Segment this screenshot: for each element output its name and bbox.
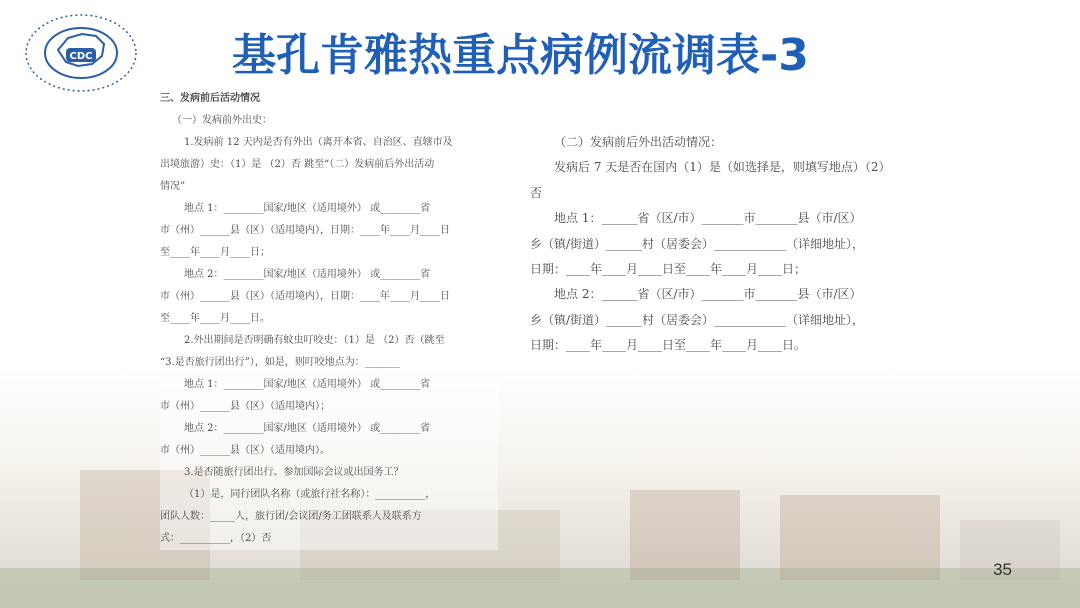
form-line: 日期：____年____月____日至____年____月____日。 [530, 338, 807, 353]
form-line: 至____年____月____日； [160, 247, 270, 258]
form-line: 地点 2：______省（区/市）_______市_______县（市/区） [554, 287, 862, 302]
form-line: 2.外出期间是否明确有蚊虫叮咬史：（1）是 （2）否（跳至 [184, 335, 445, 346]
form-line: 发病后 7 天是否在国内（1）是（如选择是，则填写地点）（2） [554, 160, 891, 175]
form-line: 否 [530, 185, 543, 200]
form-line: 至____年____月____日。 [160, 313, 270, 324]
cdc-logo-icon [22, 12, 140, 94]
form-line: （一）发病前外出史： [172, 115, 272, 126]
form-line: （1）是，同行团队名称（或旅行社名称）：__________， [184, 489, 436, 500]
background-building [630, 490, 740, 580]
background-trees [0, 568, 1080, 608]
form-line: 情况” [160, 181, 186, 192]
form-line: 日期：____年____月____日至____年____月____日； [530, 262, 807, 277]
slide-title: 基孔肯雅热重点病例流调表-3 [232, 30, 809, 81]
form-line: 乡（镇/街道）______村（居委会）____________（详细地址）， [530, 236, 865, 251]
form-line: 地点 1：________国家/地区（适用境外） 或________省 [184, 379, 431, 390]
form-line: 地点 1：______省（区/市）_______市_______县（市/区） [554, 211, 862, 226]
form-line: 地点 2：________国家/地区（适用境外） 或________省 [184, 423, 431, 434]
form-line: 市（州）______县（区）（适用境内），日期：____年____月____日 [160, 291, 450, 302]
form-line: 市（州）______县（区）（适用境内）； [160, 401, 330, 412]
svg-text:CDC: CDC [69, 51, 93, 62]
form-line: 1.发病前 12 天内是否有外出（离开本省、自治区、直辖市及 [184, 137, 453, 148]
form-line: 乡（镇/街道）______村（居委会）____________（详细地址）， [530, 312, 865, 327]
form-left-column [160, 88, 498, 550]
form-line: 市（州）______县（区）（适用境内）。 [160, 445, 330, 456]
form-line: 出境旅游）史：（1）是 （2）否 跳至“（二）发病前后外出活动 [160, 159, 435, 170]
form-line: 3.是否随旅行团出行、参加国际会议或出国务工？ [184, 467, 404, 478]
form-line: （二）发病前后外出活动情况： [554, 135, 723, 149]
form-line: 地点 1：________国家/地区（适用境外） 或________省 [184, 203, 431, 214]
form-line: 市（州）______县（区）（适用境内），日期：____年____月____日 [160, 225, 450, 236]
form-right-column [530, 130, 950, 359]
form-line: “3.是否旅行团出行”），如是，则叮咬地点为：_______ [160, 357, 400, 368]
form-line: 团队人数：_____人，旅行团/会议团/务工团联系人及联系方 [160, 511, 422, 522]
form-line: 三、发病前后活动情况 [160, 93, 260, 104]
form-line: 式：__________，（2）否 [160, 533, 272, 544]
page-number: 35 [993, 560, 1012, 579]
form-line: 地点 2：________国家/地区（适用境外） 或________省 [184, 269, 431, 280]
